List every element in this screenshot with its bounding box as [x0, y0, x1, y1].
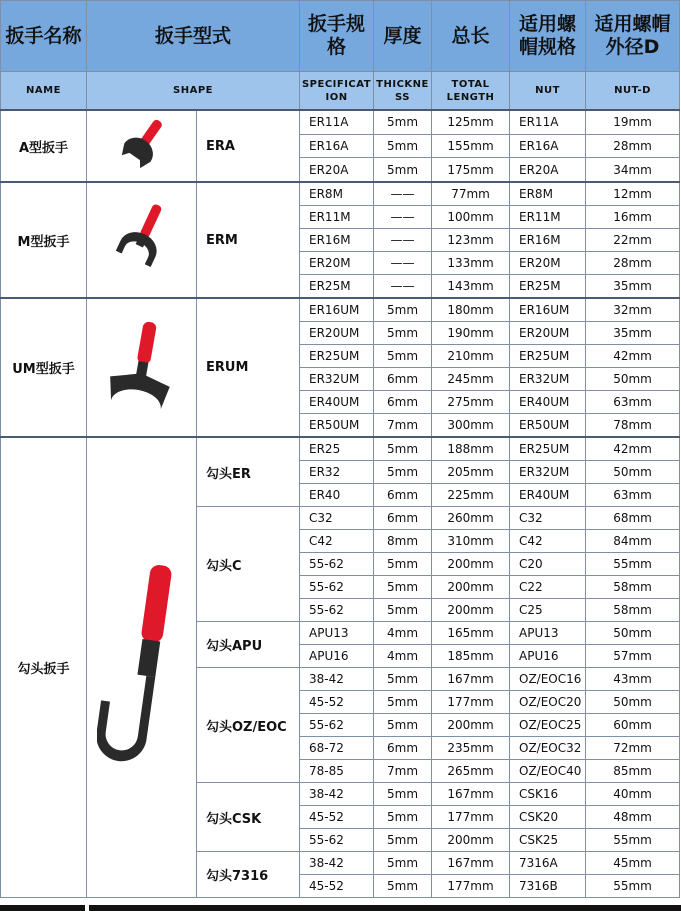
wrench-subtype-cell: 勾头OZ/EOC	[197, 668, 300, 783]
wrench-type-cell: ERM	[197, 182, 300, 298]
thickness-cell: ——	[374, 206, 432, 229]
nut-cell: C20	[510, 553, 586, 576]
length-cell: 210mm	[432, 345, 510, 368]
thickness-cell: 4mm	[374, 622, 432, 645]
length-cell: 123mm	[432, 229, 510, 252]
header-name-cn: 扳手名称	[1, 1, 87, 72]
nutd-cell: 48mm	[586, 806, 680, 829]
length-cell: 275mm	[432, 391, 510, 414]
thickness-cell: ——	[374, 229, 432, 252]
thickness-cell: 5mm	[374, 691, 432, 714]
thickness-cell: 8mm	[374, 530, 432, 553]
wrench-name-cell: UM型扳手	[1, 298, 87, 437]
header-nut-en: NUT	[510, 72, 586, 111]
spec-cell: 38-42	[300, 783, 374, 806]
nut-cell: APU13	[510, 622, 586, 645]
length-cell: 167mm	[432, 783, 510, 806]
wrench-image-cell	[87, 182, 197, 298]
table-row	[1, 437, 680, 461]
length-cell: 185mm	[432, 645, 510, 668]
nut-cell: OZ/EOC16	[510, 668, 586, 691]
spec-cell: ER32	[300, 461, 374, 484]
nutd-cell: 22mm	[586, 229, 680, 252]
thickness-cell: ——	[374, 182, 432, 206]
spec-cell: C32	[300, 507, 374, 530]
spec-cell: ER40	[300, 484, 374, 507]
length-cell: 177mm	[432, 691, 510, 714]
length-cell: 177mm	[432, 875, 510, 898]
thickness-cell: 5mm	[374, 437, 432, 461]
thickness-cell: 5mm	[374, 134, 432, 158]
pin-wrench-icon	[87, 194, 196, 286]
wrench-name-cell: M型扳手	[1, 182, 87, 298]
nut-cell: ER32UM	[510, 461, 586, 484]
nut-cell: OZ/EOC25	[510, 714, 586, 737]
length-cell: 200mm	[432, 599, 510, 622]
header-spec-cn: 扳手规格	[300, 1, 374, 72]
thickness-cell: 5mm	[374, 110, 432, 134]
thickness-cell: 5mm	[374, 875, 432, 898]
header-length-cn: 总长	[432, 1, 510, 72]
length-cell: 200mm	[432, 714, 510, 737]
nut-cell: C25	[510, 599, 586, 622]
header-row-en	[1, 72, 680, 111]
nutd-cell: 55mm	[586, 829, 680, 852]
length-cell: 300mm	[432, 414, 510, 438]
thickness-cell: 5mm	[374, 461, 432, 484]
nutd-cell: 35mm	[586, 275, 680, 299]
nut-cell: ER32UM	[510, 368, 586, 391]
nutd-cell: 28mm	[586, 252, 680, 275]
nut-cell: ER20M	[510, 252, 586, 275]
nutd-cell: 12mm	[586, 182, 680, 206]
nutd-cell: 32mm	[586, 298, 680, 322]
nutd-cell: 58mm	[586, 599, 680, 622]
thickness-cell: 5mm	[374, 783, 432, 806]
spec-cell: ER32UM	[300, 368, 374, 391]
header-name-en: NAME	[1, 72, 87, 111]
nutd-cell: 34mm	[586, 158, 680, 182]
spec-cell: ER16M	[300, 229, 374, 252]
wrench-name-cell: 勾头扳手	[1, 437, 87, 898]
spec-cell: ER20A	[300, 158, 374, 182]
length-cell: 260mm	[432, 507, 510, 530]
um-wrench-icon	[87, 314, 196, 422]
thickness-cell: 5mm	[374, 806, 432, 829]
nut-cell: CSK16	[510, 783, 586, 806]
length-cell: 235mm	[432, 737, 510, 760]
header-shape-cn: 扳手型式	[87, 1, 300, 72]
nutd-cell: 58mm	[586, 576, 680, 599]
spec-cell: ER25	[300, 437, 374, 461]
length-cell: 200mm	[432, 829, 510, 852]
wrench-subtype-cell: 勾头CSK	[197, 783, 300, 852]
nut-cell: ER16A	[510, 134, 586, 158]
header-thickness-en: THICKNESS	[374, 72, 432, 111]
table-row	[1, 182, 680, 206]
nut-cell: APU16	[510, 645, 586, 668]
nutd-cell: 50mm	[586, 461, 680, 484]
length-cell: 165mm	[432, 622, 510, 645]
spec-cell: ER20UM	[300, 322, 374, 345]
thickness-cell: 5mm	[374, 668, 432, 691]
length-cell: 200mm	[432, 576, 510, 599]
spec-cell: ER11A	[300, 110, 374, 134]
nutd-cell: 57mm	[586, 645, 680, 668]
nut-cell: ER11A	[510, 110, 586, 134]
nut-cell: ER25UM	[510, 345, 586, 368]
length-cell: 245mm	[432, 368, 510, 391]
spec-cell: APU16	[300, 645, 374, 668]
nutd-cell: 42mm	[586, 345, 680, 368]
length-cell: 167mm	[432, 668, 510, 691]
thickness-cell: 5mm	[374, 576, 432, 599]
nut-cell: ER16UM	[510, 298, 586, 322]
thickness-cell: 5mm	[374, 298, 432, 322]
nutd-cell: 42mm	[586, 437, 680, 461]
length-cell: 177mm	[432, 806, 510, 829]
wrench-image-cell	[87, 110, 197, 182]
footer-bar	[0, 905, 681, 911]
nutd-cell: 19mm	[586, 110, 680, 134]
header-length-en: TOTAL LENGTH	[432, 72, 510, 111]
thickness-cell: 5mm	[374, 829, 432, 852]
thickness-cell: 4mm	[374, 645, 432, 668]
thickness-cell: 6mm	[374, 391, 432, 414]
nutd-cell: 55mm	[586, 553, 680, 576]
header-shape-en: SHAPE	[87, 72, 300, 111]
length-cell: 310mm	[432, 530, 510, 553]
length-cell: 167mm	[432, 852, 510, 875]
spec-cell: 38-42	[300, 852, 374, 875]
nutd-cell: 72mm	[586, 737, 680, 760]
nutd-cell: 45mm	[586, 852, 680, 875]
thickness-cell: 5mm	[374, 553, 432, 576]
length-cell: 190mm	[432, 322, 510, 345]
spec-cell: ER16A	[300, 134, 374, 158]
thickness-cell: 6mm	[374, 737, 432, 760]
header-nutd-en: NUT-D	[586, 72, 680, 111]
nut-cell: OZ/EOC20	[510, 691, 586, 714]
nut-cell: ER11M	[510, 206, 586, 229]
wrench-image-cell	[87, 437, 197, 898]
wrench-name-cell: A型扳手	[1, 110, 87, 182]
thickness-cell: 5mm	[374, 714, 432, 737]
nut-cell: 7316B	[510, 875, 586, 898]
nut-cell: ER40UM	[510, 391, 586, 414]
spec-cell: ER40UM	[300, 391, 374, 414]
nutd-cell: 63mm	[586, 484, 680, 507]
length-cell: 225mm	[432, 484, 510, 507]
spec-cell: 55-62	[300, 829, 374, 852]
length-cell: 133mm	[432, 252, 510, 275]
nut-cell: ER25UM	[510, 437, 586, 461]
nut-cell: ER20UM	[510, 322, 586, 345]
nut-cell: ER8M	[510, 182, 586, 206]
spec-cell: 68-72	[300, 737, 374, 760]
length-cell: 200mm	[432, 553, 510, 576]
nut-cell: ER20A	[510, 158, 586, 182]
wrench-type-cell: ERUM	[197, 298, 300, 437]
spec-cell: ER50UM	[300, 414, 374, 438]
nut-cell: ER40UM	[510, 484, 586, 507]
nutd-cell: 43mm	[586, 668, 680, 691]
thickness-cell: 7mm	[374, 414, 432, 438]
length-cell: 143mm	[432, 275, 510, 299]
spec-cell: 55-62	[300, 714, 374, 737]
header-row-cn	[1, 1, 680, 72]
thickness-cell: 6mm	[374, 368, 432, 391]
nut-cell: CSK25	[510, 829, 586, 852]
nutd-cell: 50mm	[586, 622, 680, 645]
nut-cell: ER16M	[510, 229, 586, 252]
nutd-cell: 35mm	[586, 322, 680, 345]
header-thickness-cn: 厚度	[374, 1, 432, 72]
spec-cell: 45-52	[300, 875, 374, 898]
spec-cell: ER11M	[300, 206, 374, 229]
spec-cell: 78-85	[300, 760, 374, 783]
nut-cell: OZ/EOC40	[510, 760, 586, 783]
spec-cell: ER8M	[300, 182, 374, 206]
nutd-cell: 40mm	[586, 783, 680, 806]
spec-cell: 38-42	[300, 668, 374, 691]
nutd-cell: 63mm	[586, 391, 680, 414]
header-nut-cn: 适用螺帽规格	[510, 1, 586, 72]
nutd-cell: 50mm	[586, 691, 680, 714]
spec-cell: 45-52	[300, 806, 374, 829]
length-cell: 205mm	[432, 461, 510, 484]
spec-cell: 45-52	[300, 691, 374, 714]
thickness-cell: 5mm	[374, 599, 432, 622]
nutd-cell: 60mm	[586, 714, 680, 737]
spec-cell: ER25UM	[300, 345, 374, 368]
nutd-cell: 84mm	[586, 530, 680, 553]
nutd-cell: 50mm	[586, 368, 680, 391]
header-spec-en: SPECIFICATION	[300, 72, 374, 111]
thickness-cell: ——	[374, 275, 432, 299]
nut-cell: C42	[510, 530, 586, 553]
open-end-wrench-icon	[87, 111, 196, 181]
length-cell: 265mm	[432, 760, 510, 783]
table-row	[1, 298, 680, 322]
nut-cell: 7316A	[510, 852, 586, 875]
spec-cell: C42	[300, 530, 374, 553]
length-cell: 155mm	[432, 134, 510, 158]
thickness-cell: 7mm	[374, 760, 432, 783]
nut-cell: ER25M	[510, 275, 586, 299]
thickness-cell: 5mm	[374, 158, 432, 182]
header-nutd-cn: 适用螺帽外径D	[586, 1, 680, 72]
length-cell: 100mm	[432, 206, 510, 229]
length-cell: 188mm	[432, 437, 510, 461]
spec-cell: 55-62	[300, 599, 374, 622]
nut-cell: C32	[510, 507, 586, 530]
wrench-subtype-cell: 勾头APU	[197, 622, 300, 668]
spec-cell: ER20M	[300, 252, 374, 275]
nut-cell: CSK20	[510, 806, 586, 829]
wrench-subtype-cell: 勾头ER	[197, 437, 300, 507]
hook-wrench-icon	[87, 553, 196, 783]
wrench-image-cell	[87, 298, 197, 437]
nutd-cell: 78mm	[586, 414, 680, 438]
thickness-cell: 6mm	[374, 484, 432, 507]
spec-cell: ER25M	[300, 275, 374, 299]
nutd-cell: 28mm	[586, 134, 680, 158]
length-cell: 180mm	[432, 298, 510, 322]
nut-cell: OZ/EOC32	[510, 737, 586, 760]
wrench-subtype-cell: 勾头C	[197, 507, 300, 622]
spec-cell: APU13	[300, 622, 374, 645]
nut-cell: C22	[510, 576, 586, 599]
nutd-cell: 16mm	[586, 206, 680, 229]
length-cell: 77mm	[432, 182, 510, 206]
wrench-type-cell: ERA	[197, 110, 300, 182]
spec-cell: 55-62	[300, 553, 374, 576]
thickness-cell: 5mm	[374, 345, 432, 368]
length-cell: 175mm	[432, 158, 510, 182]
footer-divider	[85, 905, 89, 911]
wrench-subtype-cell: 勾头7316	[197, 852, 300, 898]
nutd-cell: 68mm	[586, 507, 680, 530]
nutd-cell: 55mm	[586, 875, 680, 898]
spec-cell: 55-62	[300, 576, 374, 599]
spec-cell: ER16UM	[300, 298, 374, 322]
nutd-cell: 85mm	[586, 760, 680, 783]
nut-cell: ER50UM	[510, 414, 586, 438]
length-cell: 125mm	[432, 110, 510, 134]
thickness-cell: 6mm	[374, 507, 432, 530]
thickness-cell: 5mm	[374, 852, 432, 875]
thickness-cell: ——	[374, 252, 432, 275]
thickness-cell: 5mm	[374, 322, 432, 345]
table-row	[1, 110, 680, 134]
